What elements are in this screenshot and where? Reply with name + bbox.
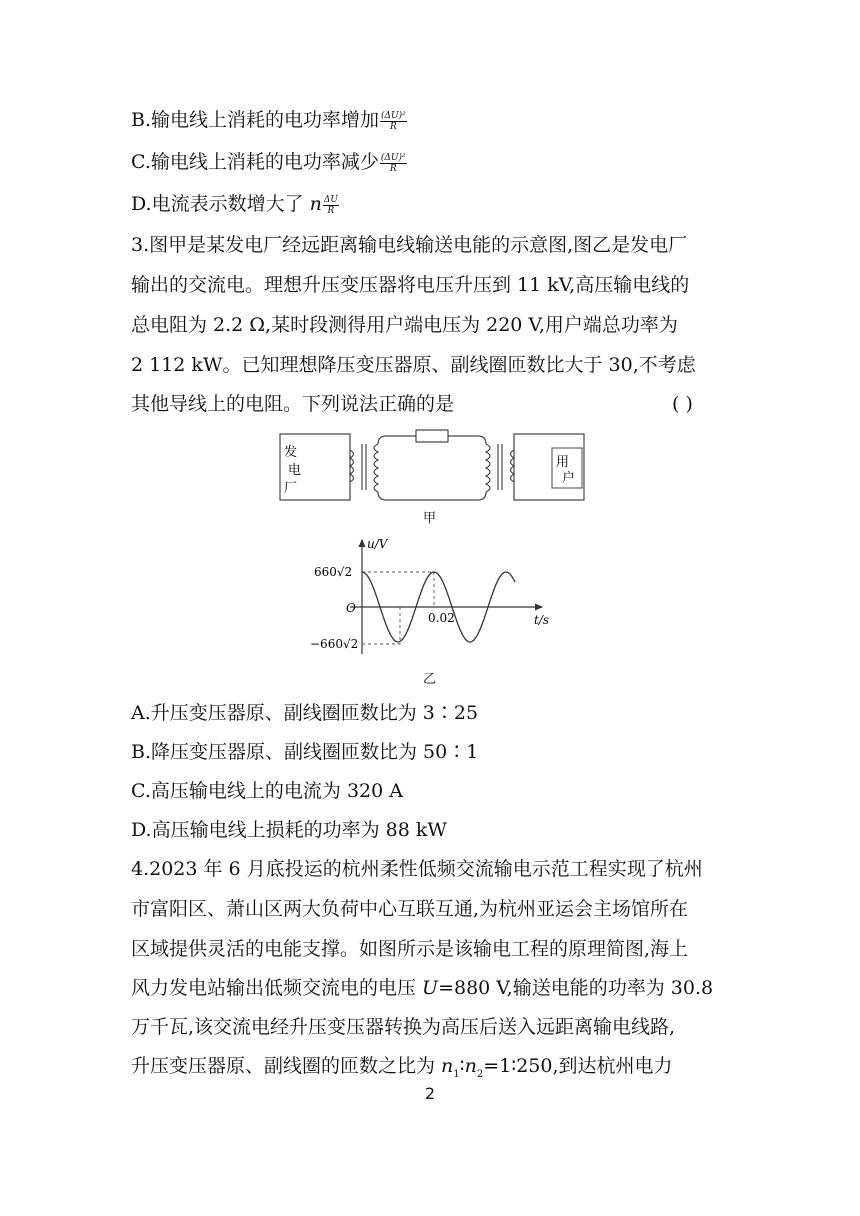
stepdown-primary-coil: [486, 444, 490, 492]
q3-line-4: 2 112 kW。已知理想降压变压器原、副线圈匝数比大于 30,不考虑: [131, 354, 696, 376]
fraction: $\frac{\Delta U}{R}$: [323, 194, 338, 216]
fraction: $\frac{\text{(ΔU)²}}{R}$: [380, 152, 406, 174]
q3-option-d: D.高压输电线上损耗的功率为 88 kW: [131, 819, 447, 841]
circuit-diagram: [278, 426, 588, 506]
svg-text:−660√2: −660√2: [310, 637, 359, 651]
q4-line-1: 4.2023 年 6 月底投运的杭州柔性低频交流输电示范工程实现了杭州: [131, 858, 703, 880]
q3-option-a: A.升压变压器原、副线圈匝数比为 3∶25: [131, 702, 479, 724]
option-b-q2: B.输电线上消耗的电功率增加 $\frac{\text{(ΔU)²}}{R}$: [131, 109, 406, 132]
q3-line-5: 其他导线上的电阻。下列说法正确的是: [131, 393, 455, 415]
q3-line-1: 3.图甲是某发电厂经远距离输电线输送电能的示意图,图乙是发电厂: [131, 234, 688, 256]
svg-text:t/s: t/s: [534, 613, 550, 627]
svg-text:660√2: 660√2: [314, 565, 353, 579]
svg-text:电: 电: [288, 463, 302, 478]
answer-parentheses: ( ): [672, 393, 693, 415]
page-number: 2: [424, 1084, 436, 1103]
svg-text:用: 用: [556, 455, 570, 470]
q3-option-c: C.高压输电线上的电流为 320 A: [131, 780, 403, 802]
svg-text:O: O: [346, 601, 356, 615]
svg-text:户: 户: [562, 471, 576, 486]
svg-text:发: 发: [284, 445, 298, 460]
q4-line-4: 风力发电站输出低频交流电的电压 U=880 V,输送电能的功率为 30.8: [131, 977, 714, 999]
option-d-q2: D.电流表示数增大了 n $\frac{\Delta U}{R}$: [131, 193, 338, 216]
svg-text:厂: 厂: [284, 481, 298, 496]
line-resistor: [416, 430, 448, 442]
svg-text:u/V: u/V: [367, 537, 388, 551]
waveform-graph: [310, 534, 560, 664]
fraction: $\frac{\text{(ΔU)²}}{R}$: [381, 110, 406, 132]
svg-text:0.02: 0.02: [428, 611, 455, 625]
q4-line-5: 万千瓦,该交流电经升压变压器转换为高压后送入远距离输电线路,: [131, 1016, 676, 1038]
q4-line-2: 市富阳区、萧山区两大负荷中心互联互通,为杭州亚运会主场馆所在: [131, 898, 689, 920]
option-c-q2: C.输电线上消耗的电功率减少 $\frac{\text{(ΔU)²}}{R}$: [131, 151, 406, 174]
stepup-secondary-coil: [374, 444, 378, 492]
q4-line-6: 升压变压器原、副线圈的匝数之比为 $n_1∶n_2=1∶250$,到达杭州电力: [131, 1055, 673, 1080]
q4-line-3: 区域提供灵活的电能支撑。如图所示是该输电工程的原理简图,海上: [131, 938, 689, 960]
figure-caption-yi: 乙: [423, 672, 437, 687]
q3-line-3: 总电阻为 2.2 Ω,某时段测得用户端电压为 220 V,用户端总功率为: [131, 314, 678, 336]
user-box: [514, 434, 584, 500]
q3-line-2: 输出的交流电。理想升压变压器将电压升压到 11 kV,高压输电线的: [131, 274, 690, 296]
q3-option-b: B.降压变压器原、副线圈匝数比为 50∶1: [131, 741, 479, 763]
figure-caption-jia: 甲: [423, 511, 437, 526]
